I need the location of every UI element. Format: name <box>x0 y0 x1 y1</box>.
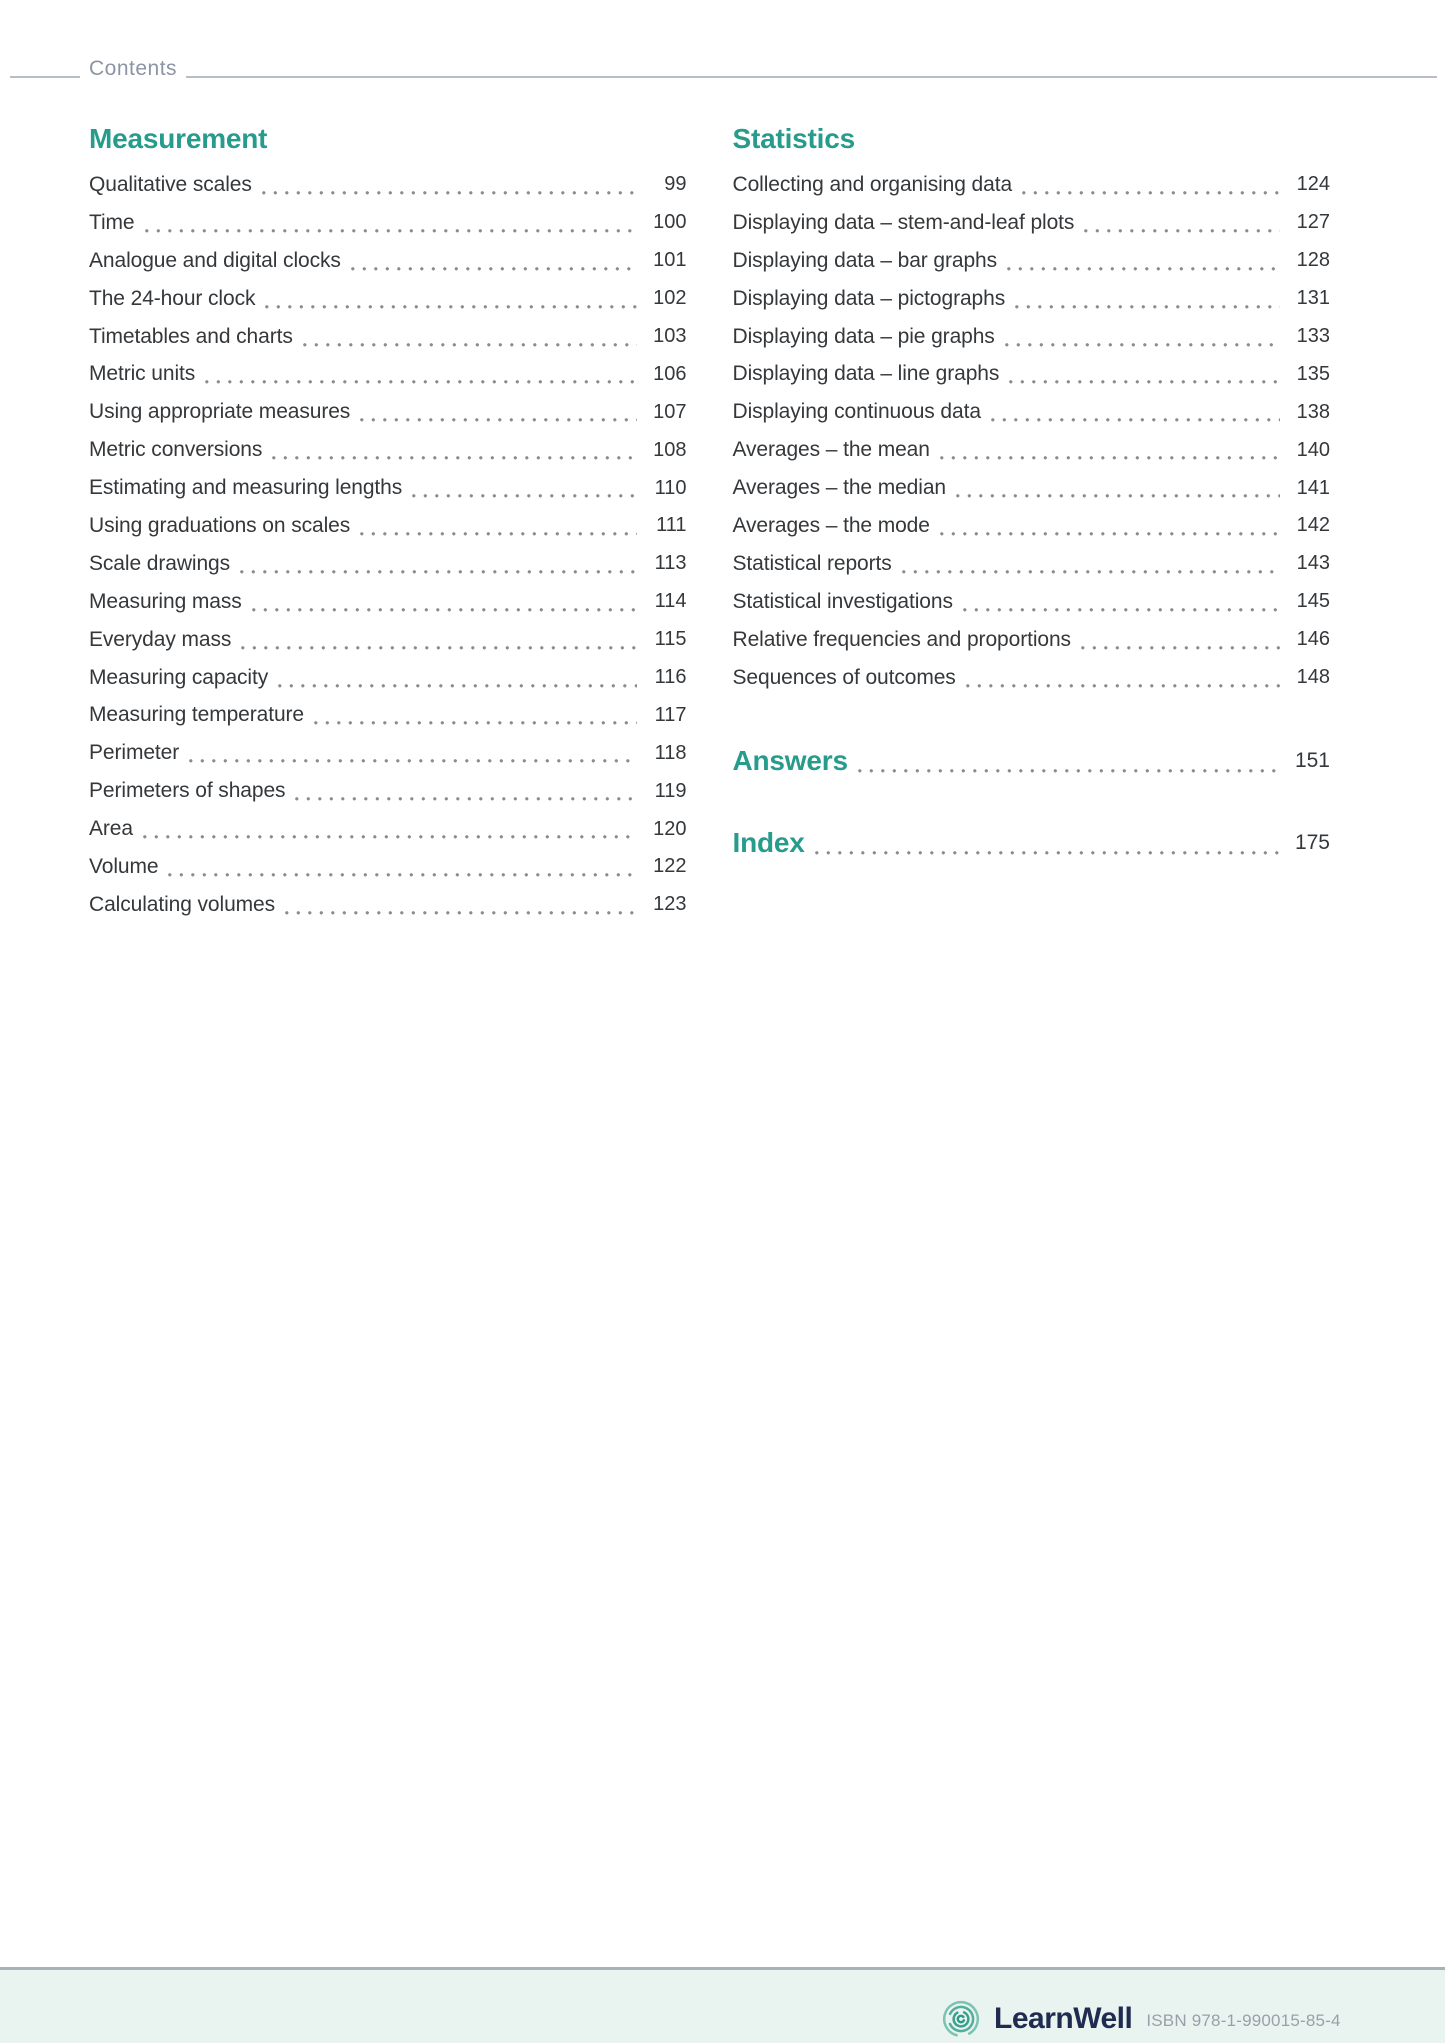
toc-entry-page: 145 <box>1296 590 1330 613</box>
dot-leader <box>902 570 1280 574</box>
toc-entry-label: Analogue and digital clocks <box>89 248 341 272</box>
contents-page <box>0 56 1445 2043</box>
dot-leader <box>360 418 636 422</box>
toc-entry-label: Area <box>89 817 133 841</box>
toc-section <box>89 122 687 924</box>
toc-entry-label: Sequences of outcomes <box>732 665 956 689</box>
toc <box>0 122 1445 924</box>
toc-entry-page: 148 <box>1296 666 1330 689</box>
toc-column-left <box>89 122 687 924</box>
toc-entry <box>733 242 1331 280</box>
toc-entry-page: 127 <box>1296 211 1330 234</box>
toc-entry-label: Measuring mass <box>89 589 242 613</box>
toc-entry <box>89 204 687 242</box>
toc-entry <box>89 318 687 356</box>
dot-leader <box>278 684 636 688</box>
toc-entry <box>733 621 1331 659</box>
dot-leader <box>956 494 1280 498</box>
toc-entry-label: Averages – the median <box>732 476 946 500</box>
toc-entry-label: Averages – the mode <box>732 513 930 537</box>
toc-entry-page: 115 <box>654 628 687 651</box>
dot-leader <box>815 851 1280 855</box>
dot-leader <box>314 721 636 725</box>
footer <box>0 1967 1445 2043</box>
header-rule-left <box>10 76 80 78</box>
toc-entry-label: Displaying data – line graphs <box>732 362 1000 386</box>
toc-entry <box>89 280 687 318</box>
toc-entry-label: Timetables and charts <box>89 324 293 348</box>
toc-entry-page: 146 <box>1296 628 1330 651</box>
toc-entry-label: Measuring capacity <box>89 665 269 689</box>
toc-entry-label: Displaying data – bar graphs <box>732 248 998 272</box>
dot-leader <box>963 608 1280 612</box>
toc-entry-label: Metric conversions <box>89 438 263 462</box>
dot-leader <box>991 418 1280 422</box>
brand-block <box>940 1998 1341 2040</box>
toc-entry-page: 151 <box>1294 749 1330 773</box>
toc-entry-page: 110 <box>654 476 687 499</box>
toc-entry <box>733 545 1331 583</box>
dot-leader <box>1009 380 1280 384</box>
toc-entry <box>89 431 687 469</box>
toc-entry-label: Averages – the mean <box>732 438 930 462</box>
toc-entry <box>733 280 1331 318</box>
toc-entry-page: 143 <box>1296 552 1330 575</box>
toc-entry-page: 113 <box>654 552 687 575</box>
toc-entry-label: Using graduations on scales <box>89 513 351 537</box>
dot-leader <box>1081 646 1280 650</box>
dot-leader <box>262 191 637 195</box>
toc-entry <box>733 507 1331 545</box>
toc-section <box>733 122 1331 696</box>
dot-leader <box>272 456 636 460</box>
contents-title: Contents <box>89 57 178 80</box>
toc-entry <box>89 734 687 772</box>
dot-leader <box>966 684 1280 688</box>
toc-entry-label: Answers <box>732 745 848 777</box>
toc-entry-page: 106 <box>653 362 687 385</box>
toc-entry <box>89 507 687 545</box>
isbn-text: ISBN 978-1-990015-85-4 <box>1146 2011 1341 2030</box>
toc-entry-label: Displaying data – pictographs <box>732 286 1006 310</box>
dot-leader <box>1084 229 1280 233</box>
toc-entry-page: 133 <box>1296 325 1330 347</box>
toc-entry-page: 175 <box>1294 831 1330 855</box>
toc-entry <box>89 469 687 507</box>
toc-entry <box>733 393 1331 431</box>
toc-entry-answers <box>733 740 1331 782</box>
toc-entry-page: 114 <box>654 590 687 613</box>
dot-leader <box>1015 305 1280 309</box>
toc-entry-label: Volume <box>89 854 159 878</box>
dot-leader <box>303 343 637 347</box>
toc-entry-index <box>733 822 1331 864</box>
page-header <box>10 56 1437 82</box>
dot-leader <box>285 911 636 915</box>
toc-entry-page: 108 <box>653 438 687 461</box>
toc-column-right <box>733 122 1331 924</box>
toc-entry-page: 118 <box>654 741 687 764</box>
toc-entry <box>89 696 687 734</box>
toc-entry <box>733 355 1331 393</box>
toc-entry <box>733 318 1331 356</box>
toc-entry-page: 124 <box>1296 173 1330 196</box>
dot-leader <box>265 305 636 309</box>
brand-wordmark: LearnWell <box>994 2002 1133 2035</box>
toc-entry-page: 107 <box>653 400 687 423</box>
dot-leader <box>940 456 1280 460</box>
toc-entry-label: Scale drawings <box>89 551 231 575</box>
dot-leader <box>189 759 636 763</box>
toc-entry-page: 128 <box>1296 249 1330 272</box>
toc-entry-page: 116 <box>654 666 687 689</box>
toc-entry-page: 119 <box>654 779 687 802</box>
toc-entry <box>89 166 687 204</box>
dot-leader <box>168 873 636 877</box>
toc-entry-page: 131 <box>1296 287 1330 310</box>
dot-leader <box>360 532 636 536</box>
toc-entry <box>89 659 687 697</box>
dot-leader <box>252 608 637 612</box>
toc-entry <box>89 772 687 810</box>
toc-entry <box>89 583 687 621</box>
toc-entry <box>733 431 1331 469</box>
toc-entry-label: Relative frequencies and proportions <box>732 627 1071 651</box>
toc-entry-page: 135 <box>1296 362 1330 385</box>
toc-entry-page: 99 <box>664 173 687 196</box>
toc-entry <box>89 355 687 393</box>
toc-entry <box>733 204 1331 242</box>
toc-entry-label: Statistical reports <box>732 551 892 575</box>
toc-entry <box>89 545 687 583</box>
toc-entry-label: Metric units <box>89 362 196 386</box>
toc-entry-label: Displaying continuous data <box>732 400 981 424</box>
dot-leader <box>412 494 636 498</box>
toc-entry-label: Displaying data – stem-and-leaf plots <box>732 210 1075 234</box>
toc-entry-label: Time <box>89 210 135 234</box>
dot-leader <box>940 532 1280 536</box>
toc-entry <box>733 166 1331 204</box>
toc-entry-label: Collecting and organising data <box>732 172 1013 196</box>
toc-entry <box>733 659 1331 697</box>
toc-entry <box>89 621 687 659</box>
dot-leader <box>351 267 637 271</box>
toc-entry-page: 122 <box>653 855 687 878</box>
toc-entry-label: The 24-hour clock <box>89 286 256 310</box>
dot-leader <box>1005 343 1280 347</box>
toc-entry-page: 120 <box>653 817 687 840</box>
toc-entry-label: Index <box>732 827 805 859</box>
toc-entry-label: Estimating and measuring lengths <box>89 476 403 500</box>
dot-leader <box>241 646 636 650</box>
learnwell-spiral-logo-icon <box>940 1998 982 2040</box>
toc-entry <box>89 886 687 924</box>
toc-entry-page: 102 <box>653 287 687 310</box>
toc-entry-label: Statistical investigations <box>732 589 953 613</box>
toc-entry-label: Perimeters of shapes <box>89 779 286 803</box>
dot-leader <box>295 797 636 801</box>
section-entries <box>89 166 687 924</box>
toc-entry-page: 100 <box>653 211 687 234</box>
toc-entry <box>89 242 687 280</box>
dot-leader <box>1022 191 1280 195</box>
toc-entry-page: 138 <box>1296 400 1330 423</box>
dot-leader <box>240 570 636 574</box>
section-title-measurement: Measurement <box>89 123 268 154</box>
toc-entry-label: Calculating volumes <box>89 892 276 916</box>
toc-entry-page: 123 <box>653 893 687 916</box>
toc-entry <box>89 393 687 431</box>
toc-entry-page: 140 <box>1296 438 1330 461</box>
toc-entry-label: Using appropriate measures <box>89 400 351 424</box>
toc-entry <box>733 583 1331 621</box>
toc-entry <box>89 848 687 886</box>
section-title-statistics: Statistics <box>732 123 855 154</box>
toc-entry <box>89 810 687 848</box>
toc-entry-page: 111 <box>656 514 687 537</box>
toc-entry-label: Qualitative scales <box>89 172 252 196</box>
dot-leader <box>205 380 636 384</box>
toc-entry-label: Everyday mass <box>89 627 232 651</box>
toc-entry-label: Displaying data – pie graphs <box>732 324 995 348</box>
toc-entry-page: 142 <box>1296 514 1330 537</box>
section-entries <box>733 166 1331 696</box>
dot-leader <box>858 769 1280 773</box>
extras-entries <box>733 740 1331 864</box>
toc-entry-label: Measuring temperature <box>89 703 305 727</box>
dot-leader <box>1007 267 1280 271</box>
dot-leader <box>143 835 637 839</box>
toc-entry-page: 141 <box>1296 476 1330 499</box>
toc-entry-page: 103 <box>653 325 687 347</box>
toc-entry-label: Perimeter <box>89 741 180 765</box>
toc-entry-page: 101 <box>653 249 687 272</box>
header-rule-right <box>186 76 1437 78</box>
toc-entry-page: 117 <box>654 703 687 726</box>
toc-entry <box>733 469 1331 507</box>
dot-leader <box>145 229 637 233</box>
